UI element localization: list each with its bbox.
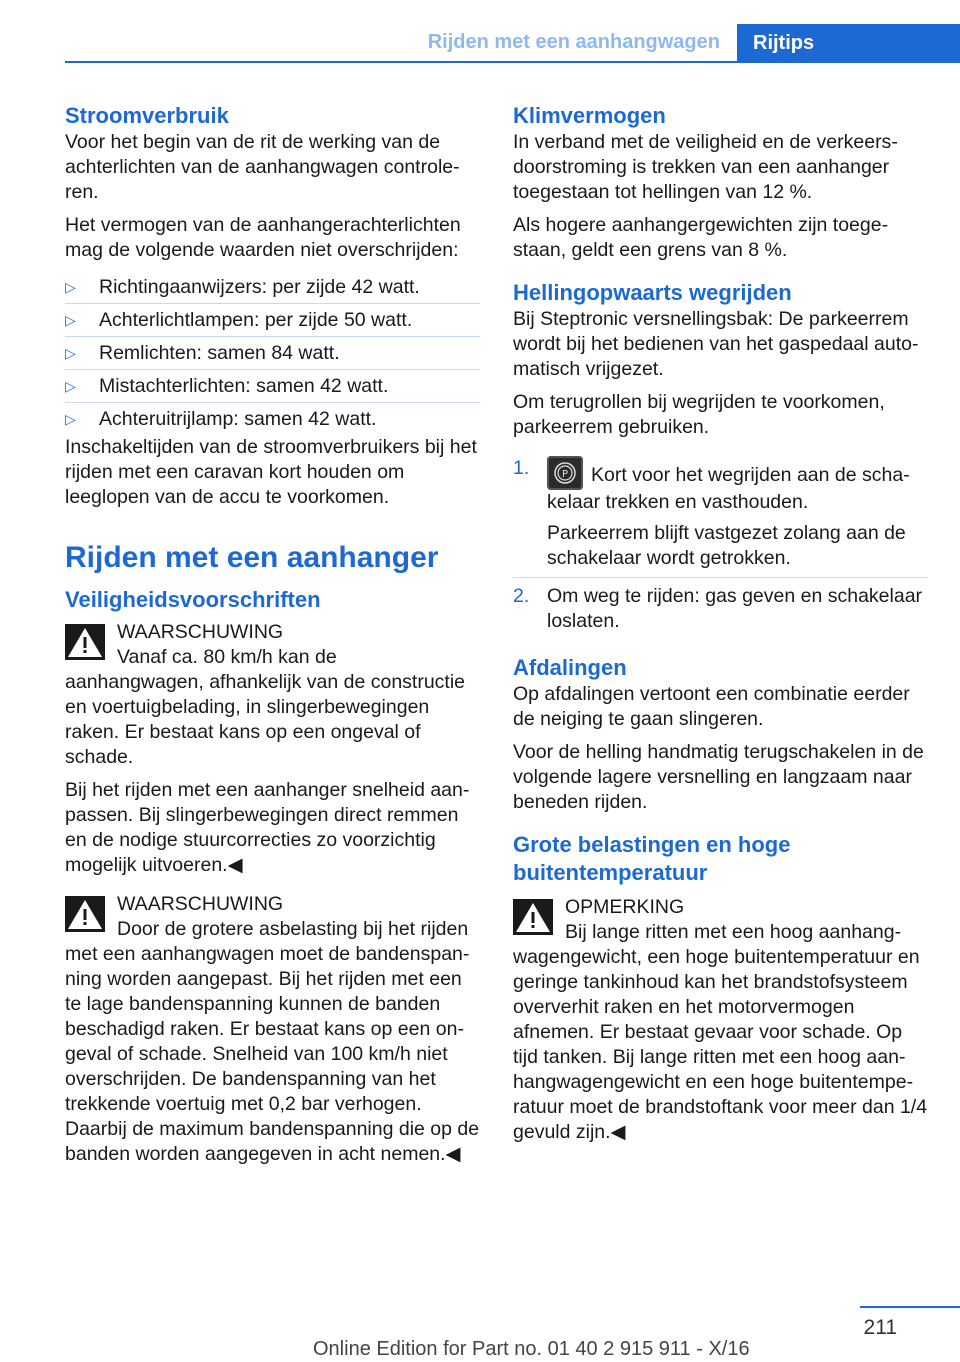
bullet-triangle-icon: ▷ (65, 279, 76, 295)
left-column (65, 102, 480, 1175)
warning-text: Door de grotere asbelasting bij het rijden met een aanhangwagen moet de bandenspanning worden aangepast. Bij het rijden met een te lage bandenspanning kunnen de banden beschadigd raken. Er bestaat kans op een ongeval of schade. Snelheid van 100 km/h niet overschrijden. De bandenspanning van het trekkende voertuig met 0,2 bar verhogen. Daarbij de maximum bandenspanning die op de banden worden aangegeven in acht nemen.◀ (65, 918, 480, 1165)
bullet-triangle-icon: ▷ (65, 345, 76, 361)
heading-rijden-met-aanhanger: Rijden met een aanhanger (65, 541, 439, 574)
page-number: 211 (863, 1316, 897, 1339)
list-item: ▷ Richtingaanwijzers: per zijde 42 watt. (65, 271, 480, 304)
warning-block (65, 620, 480, 878)
paragraph: In verband met de veiligheid en de verkeersdoorstroming is trekken van een aanhanger toegestaan tot hellingen van 12 %. (513, 131, 898, 203)
parking-brake-icon (547, 456, 583, 490)
list-item: ▷ Achterlichtlampen: per zijde 50 watt. (65, 304, 480, 337)
step-number: 1. (513, 457, 530, 479)
warning-label: WAARSCHUWING (117, 621, 284, 643)
list-item: ▷ Achteruitrijlamp: samen 42 watt. (65, 408, 377, 430)
step-number: 2. (513, 585, 530, 607)
footer-rule (860, 1306, 960, 1308)
warning-triangle-icon (513, 899, 553, 935)
step-subtext: Parkeerrem blijft vastgezet zolang aan de schakelaar wordt getrokken. (547, 522, 906, 569)
svg-text:P: P (561, 469, 569, 480)
note-block (513, 895, 928, 1145)
heading-grote-belastingen: Grote belastingen en hoge buitentemperatuur (513, 832, 791, 885)
heading-klimvermogen: Klimvermogen (513, 103, 666, 128)
warning-triangle-icon (65, 896, 105, 932)
heading-afdalingen: Afdalingen (513, 655, 627, 680)
paragraph: Bij Steptronic versnellingsbak: De parkeerrem wordt bij het bedienen van het gaspedaal automatisch vrijgezet. (513, 308, 919, 380)
warning-label: WAARSCHUWING (117, 893, 284, 915)
heading-hellingopwaarts: Hellingopwaarts wegrijden (513, 280, 792, 305)
list-item: ▷ Mistachterlichten: samen 42 watt. (65, 370, 480, 403)
bullet-triangle-icon: ▷ (65, 378, 76, 394)
step-list (513, 456, 928, 638)
header-rule (65, 61, 960, 63)
bullet-list (65, 271, 480, 435)
paragraph: Voor de helling handmatig terugschakelen in de volgende lagere versnelling en langzaam naar beneden rijden. (513, 741, 924, 813)
warning-text: Vanaf ca. 80 km/h kan de aanhangwagen, afhankelijk van de constructie en voertuigbelading, in slingerbewegingen raken. Er bestaat kans op een ongeval of schade. (65, 646, 466, 768)
list-item: 2. Om weg te rijden: gas geven en schakelaar loslaten. (513, 585, 923, 632)
note-label: OPMERKING (565, 896, 685, 918)
note-text: Bij lange ritten met een hoog aanhangwagengewicht, een hoge buitentemperatuur en geringe tankinhoud kan het brandstofsysteem oververhit raken en het motorvermogen afnemen. Er bestaat gevaar voor schade. Op tijd tanken. Bij lange ritten met een hoog aanhangwagengewicht en een hoge buitentemperatuur moet de brandstoftank voor meer dan 1/4 gevuld zijn.◀ (513, 921, 928, 1143)
bullet-triangle-icon: ▷ (65, 312, 76, 328)
paragraph: Op afdalingen vertoont een combinatie eerder de neiging te gaan slingeren. (513, 683, 910, 730)
header-section-title: Rijden met een aanhangwagen (427, 31, 720, 53)
warning-block (65, 892, 480, 1167)
heading-stroomverbruik: Stroomverbruik (65, 103, 229, 128)
heading-veiligheidsvoorschriften: Veiligheidsvoorschriften (65, 587, 321, 612)
paragraph: Inschakeltijden van de stroomverbruikers bij het rijden met een caravan kort houden om leeglopen van de accu te voorkomen. (65, 436, 477, 508)
list-item: 1. P Kort voor het wegrijden aan de schakelaar trekken en vasthouden. Parkeerrem blijft vastgezet zolang aan de schakelaar wordt getrokken. (513, 456, 928, 578)
paragraph: Om terugrollen bij wegrijden te voorkomen, parkeerrem gebruiken. (513, 391, 885, 438)
paragraph: Als hogere aanhangergewichten zijn toegestaan, geldt een grens van 8 %. (513, 214, 889, 261)
warning-triangle-icon (65, 624, 105, 660)
paragraph: Voor het begin van de rit de werking van de achterlichten van de aanhangwagen controleren. (65, 131, 460, 203)
paragraph: Het vermogen van de aanhangerachterlichten mag de volgende waarden niet overschrijden: (65, 214, 461, 261)
bullet-triangle-icon: ▷ (65, 411, 76, 427)
warning-text: Bij het rijden met een aanhanger snelheid aanpassen. Bij slingerbewegingen direct remmen en de nodige stuurcorrecties zo voorzichtig mogelijk uitvoeren.◀ (65, 779, 470, 876)
header-chapter-tab: Rijtips (737, 24, 960, 61)
edition-footer: Online Edition for Part no. 01 40 2 915 911 - X/16 (313, 1338, 750, 1360)
right-column (513, 102, 928, 1153)
list-item: ▷ Remlichten: samen 84 watt. (65, 337, 480, 370)
